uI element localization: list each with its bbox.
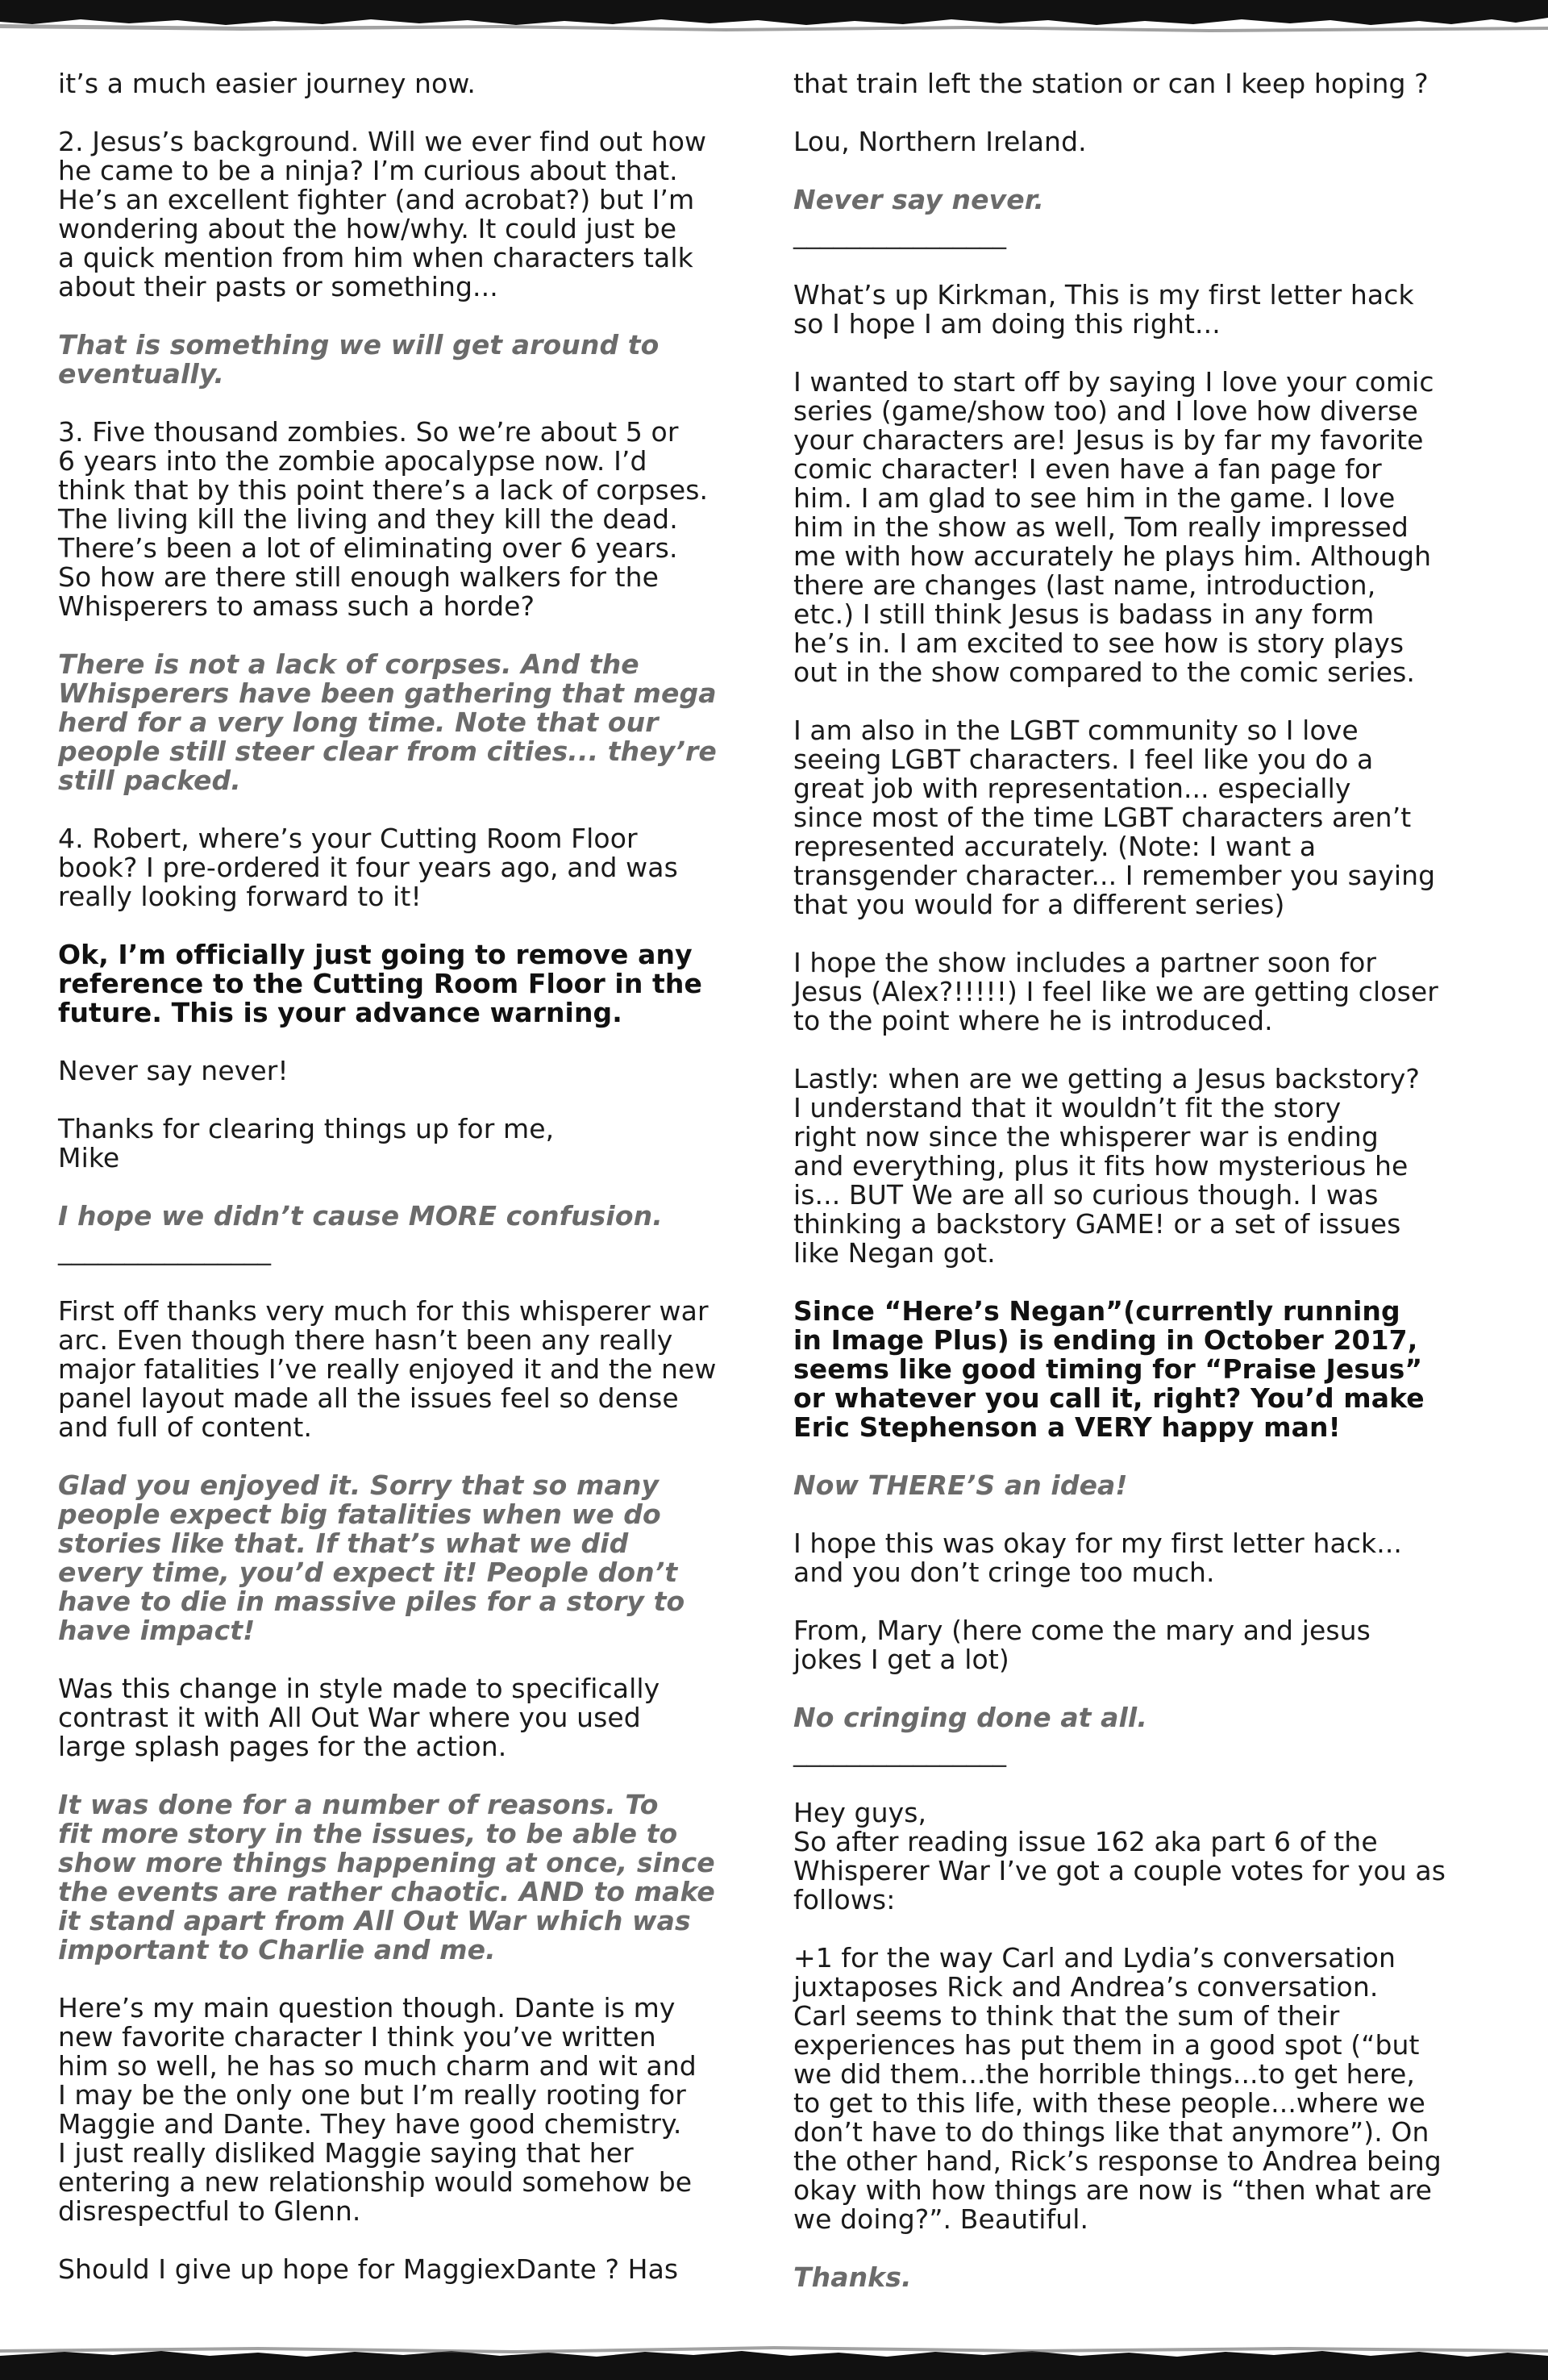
letter-paragraph: What’s up Kirkman, This is my first letter hack so I hope I am doing this right... [793, 279, 1414, 340]
letter-paragraph: I wanted to start off by saying I love your comic series (game/show too) and I love how diverse your characters are! Jesus is by far my favorite comic character! I even have a fan page for him. I am glad to see him in the game. I love him in the show as well, Tom really impressed me with how accurately he plays him. Although there are changes (last name, introduction, etc.) I still think Jesus is badass in any form he’s in. I am excited to see how is story plays out in the show compared to the comic series. [793, 366, 1434, 688]
letter-paragraph: Was this change in style made to specifically contrast it with All Out War where you used large splash pages for the action. [58, 1673, 660, 1762]
bottom-brush-border [0, 2332, 1548, 2380]
letter-separator: ________________ [58, 1234, 271, 1265]
letter-paragraph: Lou, Northern Ireland. [793, 126, 1087, 157]
letter-paragraph: Should I give up hope for MaggiexDante ? Has [58, 2253, 679, 2285]
editor-reply: It was done for a number of reasons. To fit more story in the issues, to be able to show more things happening at once, since the events are rather chaotic. AND to make it stand apart from All Out War which was important to Charlie and me. [58, 1789, 715, 1965]
letter-paragraph: I am also in the LGBT community so I love seeing LGBT characters. I feel like you do a great job with representation... especially since most of the time LGBT characters aren’t represented accurately. (Note: I want a transgender character... I remember you saying that you would for a different series) [793, 715, 1436, 920]
letter-paragraph: 2. Jesus’s background. Will we ever find out how he came to be a ninja? I’m curious about that. He’s an excellent fighter (and acrobat?) but I’m wondering about the how/why. It could just be a quick mention from him when characters talk about their pasts or something... [58, 126, 707, 302]
editor-reply-bold: Ok, I’m officially just going to remove any reference to the Cutting Room Floor in the future. This is your advance warning. [58, 939, 702, 1028]
editor-reply: Glad you enjoyed it. Sorry that so many people expect big fatalities when we do stories like that. If that’s what we did every time, you’d expect it! People don’t have to die in massive piles for a story to have impact! [58, 1469, 685, 1646]
letter-paragraph: that train left the station or can I keep hoping ? [793, 68, 1429, 99]
editor-reply-bold: Since “Here’s Negan”(currently running in Image Plus) is ending in October 2017, seems like good timing for “Praise Jesus” or whatever you call it, right? You’d make Eric Stephenson a VERY happy man! [793, 1295, 1425, 1443]
letter-paragraph: Lastly: when are we getting a Jesus backstory? I understand that it wouldn’t fit the story right now since the whisperer war is ending and everything, plus it fits how mysterious he is... BUT We are all so curious though. I was thinking a backstory GAME! or a set of issues like Negan got. [793, 1063, 1421, 1269]
right-column [793, 69, 1507, 2321]
letter-paragraph: it’s a much easier journey now. [58, 68, 476, 99]
editor-reply: That is something we will get around to eventually. [58, 329, 660, 390]
letter-paragraph: Thanks for clearing things up for me, Mike [58, 1113, 555, 1173]
editor-reply: Now THERE’S an idea! [793, 1469, 1128, 1501]
editor-reply: There is not a lack of corpses. And the Whisperers have been gathering that mega herd for a very long time. Note that our people still steer clear from cities... they’re still packed. [58, 648, 717, 796]
editor-reply: Thanks. [793, 2261, 912, 2293]
letter-paragraph: I hope this was okay for my first letter hack... and you don’t cringe too much. [793, 1528, 1403, 1588]
letter-paragraph: First off thanks very much for this whisperer war arc. Even though there hasn’t been any really major fatalities I’ve really enjoyed it and the new panel layout made all the issues feel so dense and full of content. [58, 1295, 717, 1443]
letter-paragraph: From, Mary (here come the mary and jesus jokes I get a lot) [793, 1615, 1371, 1675]
letter-paragraph: 4. Robert, where’s your Cutting Room Floor book? I pre-ordered it four years ago, and was really looking forward to it! [58, 823, 678, 912]
letter-separator: ________________ [793, 218, 1006, 249]
letter-paragraph: +1 for the way Carl and Lydia’s conversation juxtaposes Rick and Andrea’s conversation. Carl seems to think that the sum of their experiences has put them in a good spot (“but we did them...the horrible things...to get here, to get to this life, with these people...where we don’t have to do things like that anymore”). On the other hand, Rick’s response to Andrea being okay with how things are now is “then what are we doing?”. Beautiful. [793, 1942, 1442, 2235]
letter-paragraph: Hey guys, So after reading issue 162 aka part 6 of the Whisperer War I’ve got a couple votes for you as follows: [793, 1797, 1446, 1915]
editor-reply: I hope we didn’t cause MORE confusion. [58, 1200, 663, 1232]
left-column [58, 69, 772, 2313]
letter-paragraph: Here’s my main question though. Dante is my new favorite character I think you’ve written him so well, he has so much charm and wit and I may be the only one but I’m really rooting for Maggie and Dante. They have good chemistry. I just really disliked Maggie saying that her entering a new relationship would somehow be disrespectful to Glenn. [58, 1992, 697, 2227]
top-border-shape [0, 0, 1548, 48]
letter-paragraph: Never say never! [58, 1055, 289, 1086]
top-brush-border [0, 0, 1548, 48]
bottom-border-shape [0, 2332, 1548, 2380]
letter-separator: ________________ [793, 1736, 1006, 1767]
editor-reply: Never say never. [793, 184, 1045, 215]
editor-reply: No cringing done at all. [793, 1702, 1147, 1733]
letter-paragraph: I hope the show includes a partner soon for Jesus (Alex?!!!!!) I feel like we are getting closer to the point where he is introduced. [793, 947, 1438, 1036]
letter-paragraph: 3. Five thousand zombies. So we’re about 5 or 6 years into the zombie apocalypse now. I’d think that by this point there’s a lack of corpses. The living kill the living and they kill the dead. There’s been a lot of eliminating over 6 years. So how are there still enough walkers for the Whisperers to amass such a horde? [58, 416, 709, 622]
